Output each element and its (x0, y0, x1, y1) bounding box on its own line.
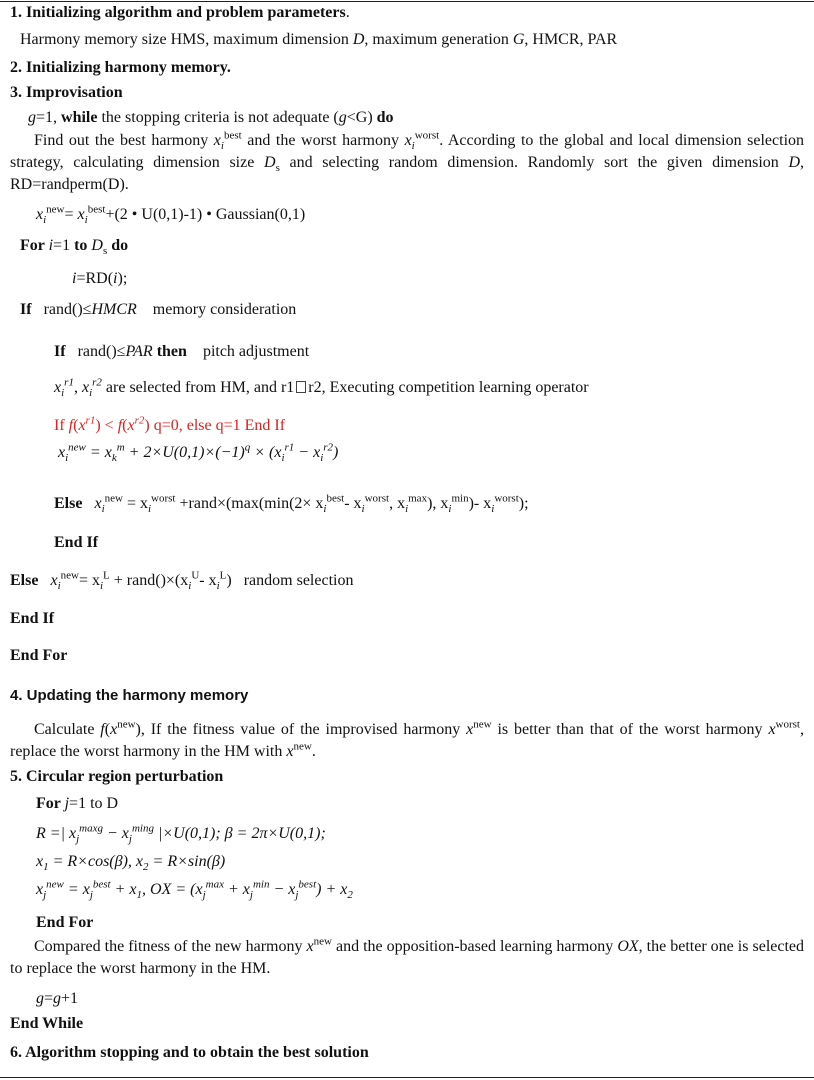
x1-x2-eq: $x_1 = R\times\cos(\beta)$, $x_2 = R\times\sin(\beta)$ (36, 853, 226, 874)
rd-assign-line: i=RD(i); (72, 270, 128, 287)
end-for-j: End For (36, 914, 94, 931)
end-for: End For (10, 647, 68, 664)
select-r1-r2-line: $x_i^{r1}$, $x_i^{r2}$ are selected from HM, and r1 r2, Executing competition learning operator (54, 376, 589, 400)
radius-beta-eq: R =| $x_j^{maxg} - x_j^{ming}$ |×U(0,1); β = 2π×U(0,1); (36, 822, 326, 846)
competition-learning-eq: $x_i^{new} = x_k^m + 2\times U(0,1)\times(-1)^q \times (x_i^{r1} - x_i^{r2})$ (58, 441, 339, 465)
ox-eq: $x_j^{new} = x_j^{best} + x_1$, OX = $(x_j^{max} + x_j^{min} - x_j^{best}) + x_2$ (36, 878, 353, 902)
else-opposition-eq: Else $x_i^{new} = x_i^{worst}$ +rand×(max(min(2× $x_i^{best}-$ $x_i^{worst}$, $x_i^{max}$), $x_i^{min})-$ $x_i^{worst}$); (54, 492, 529, 516)
else-random-selection-line: Else $x_i^{new}= x_i^L$ + $rand()\times(x_i^U-$ $x_i^L$) random selection (10, 569, 354, 593)
step-6-heading: 6. Algorithm stopping and to obtain the best solution (10, 1044, 369, 1061)
find-best-worst-paragraph: Find out the best harmony $x_i^{best}$ and the worst harmony $x_i^{worst}$. According to the global and local dimension selection strategy, calculating dimension size $D_s$ and selecting random dimension. Randomly sort the given dimension D, RD=randperm(D). (10, 129, 805, 193)
step-3-heading: 3. Improvisation (10, 84, 123, 101)
update-hm-paragraph: Calculate $f(x^{new})$, If the fitness value of the improvised harmony $x^{new}$ is better than that of the worst harmony $x^{worst}$, replace the worst harmony in the HM with $x^{new}$. (10, 718, 804, 760)
compare-paragraph: Compared the fitness of the new harmony $x^{new}$ and the opposition-based learning harmony OX, the better one is selected to replace the worst harmony in the HM. (10, 935, 805, 977)
step-5-heading: 5. Circular region perturbation (10, 768, 224, 785)
for-j-line: For j=1 to D (36, 795, 119, 812)
g-increment-line: g=g+1 (36, 990, 79, 1007)
bottom-rule (0, 1077, 814, 1078)
if-par-line: If rand()≤PAR then pitch adjustment (54, 343, 310, 360)
step-1-heading: 1. Initializing algorithm and problem parameters. (10, 4, 350, 21)
end-if-outer: End If (10, 610, 55, 627)
if-hmcr-line: If rand()≤HMCR memory consideration (20, 301, 297, 318)
missing-glyph-icon (296, 381, 306, 393)
end-while: End While (10, 1015, 84, 1032)
step-2-heading: 2. Initializing harmony memory. (10, 59, 231, 76)
top-rule (0, 1, 814, 2)
gaussian-mutation-eq: $x_i^{new}= x_i^{best}+(2$ • U(0,1)-1) • Gaussian(0,1) (36, 203, 306, 227)
step-1-parameters: Harmony memory size HMS, maximum dimension D, maximum generation G, HMCR, PAR (20, 31, 618, 48)
for-dimension-line: For i=1 to $D_s$ do (20, 237, 129, 258)
while-line: g=1, while the stopping criteria is not adequate (g<G) do (28, 109, 394, 126)
end-if-inner: End If (54, 534, 99, 551)
step-4-heading: 4. Updating the harmony memory (10, 687, 249, 704)
competition-condition-line: If $f(x^{r1}) < f(x^{r2})$ q=0, else q=1 End If (54, 414, 286, 434)
